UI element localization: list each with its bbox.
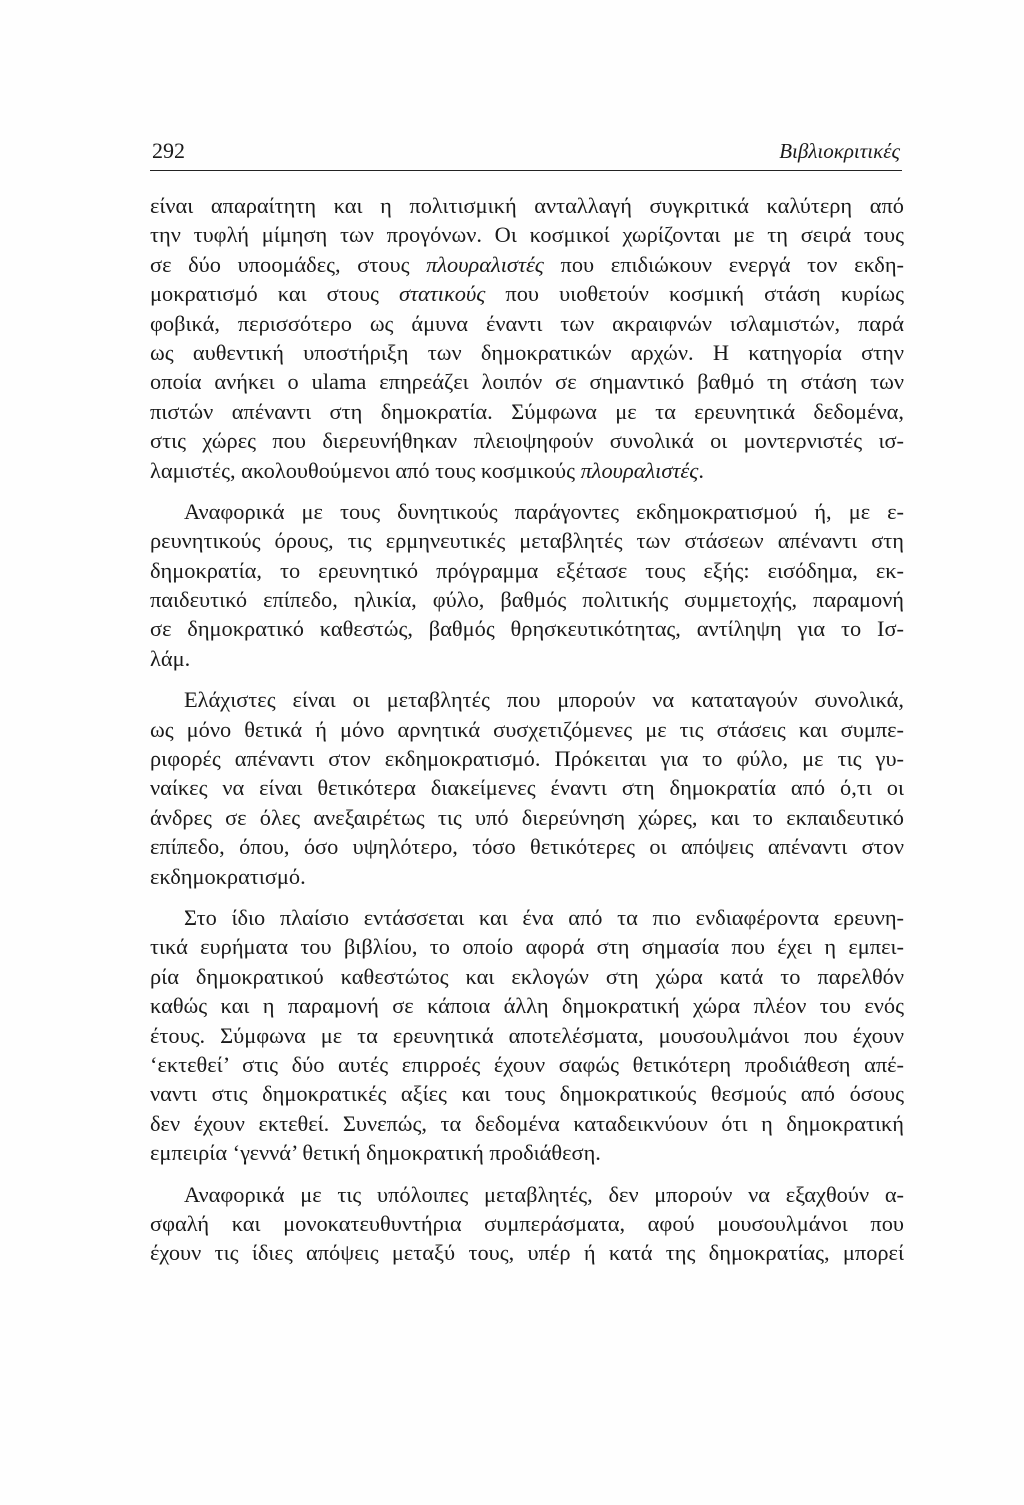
text-line: Στο ίδιο πλαίσιο εντάσσεται και ένα από τα πιο ενδιαφέροντα ερευνη-: [184, 904, 904, 930]
text-line: μοκρατισμό και στους στατικούς που υιοθετούν κοσμική στάση κυρίως: [150, 281, 904, 307]
running-head: Βιβλιοκριτικές: [779, 139, 900, 163]
text-line: Ελάχιστες είναι οι μεταβλητές που μπορούν να καταταγούν συνολικά,: [184, 687, 904, 713]
text-line: τικά ευρήματα του βιβλίου, το οποίο αφορά στη σημασία που έχει η εμπει-: [150, 934, 904, 960]
text-line: καθώς και η παραμονή σε κάποια άλλη δημοκρατική χώρα πλέον του ενός: [150, 993, 904, 1019]
text-line: σε δύο υποομάδες, στους πλουραλιστές που επιδιώκουν ενεργά τον εκδη-: [150, 251, 904, 277]
page-header: [150, 136, 902, 171]
paragraph: [150, 685, 904, 891]
text-line: Αναφορικά με τις υπόλοιπες μεταβλητές, δεν μπορούν να εξαχθούν α-: [184, 1181, 904, 1207]
paragraph: [150, 497, 904, 673]
text-line: ‘εκτεθεί’ στις δύο αυτές επιρροές έχουν σαφώς θετικότερη προδιάθεση απέ-: [150, 1051, 904, 1077]
text-line: σφαλή και μονοκατευθυντήρια συμπεράσματα, αφού μουσουλμάνοι που: [150, 1210, 904, 1236]
text-line: την τυφλή μίμηση των προγόνων. Οι κοσμικοί χωρίζονται με τη σειρά τους: [150, 222, 904, 248]
text-line: έτους. Σύμφωνα με τα ερευνητικά αποτελέσματα, μουσουλμάνοι που έχουν: [150, 1022, 904, 1048]
page-number: 292: [152, 138, 185, 163]
body-text: [150, 191, 904, 1280]
text-line: ρία δημοκρατικού καθεστώτος και εκλογών στη χώρα κατά το παρελθόν: [150, 963, 904, 989]
text-line: ρευνητικούς όρους, τις ερμηνευτικές μεταβλητές των στάσεων απέναντι στη: [150, 528, 904, 554]
paragraph: [150, 191, 904, 485]
text-line: ριφορές απέναντι στον εκδημοκρατισμό. Πρόκειται για το φύλο, με τις γυ-: [150, 746, 904, 772]
paragraph: [150, 1180, 904, 1268]
text-line: σε δημοκρατικό καθεστώς, βαθμός θρησκευτικότητας, αντίληψη για το Ισ-: [150, 616, 904, 642]
text-line: λάμ.: [150, 645, 191, 671]
text-line: Αναφορικά με τους δυνητικούς παράγοντες εκδημοκρατισμού ή, με ε-: [184, 498, 904, 524]
text-line: παιδευτικό επίπεδο, ηλικία, φύλο, βαθμός πολιτικής συμμετοχής, παραμονή: [150, 587, 904, 613]
text-line: ως μόνο θετικά ή μόνο αρνητικά συσχετιζόμενες με τις στάσεις και συμπε-: [150, 716, 904, 742]
text-line: ως αυθεντική υποστήριξη των δημοκρατικών αρχών. Η κατηγορία στην: [150, 339, 904, 365]
text-line: οποία ανήκει ο ulama επηρεάζει λοιπόν σε σημαντικό βαθμό τη στάση των: [150, 369, 904, 395]
text-line: επίπεδο, όπου, όσο υψηλότερο, τόσο θετικότερες οι απόψεις απέναντι στον: [150, 834, 904, 860]
text-line: ναντι στις δημοκρατικές αξίες και τους δημοκρατικούς θεσμούς από όσους: [150, 1081, 904, 1107]
text-line: δεν έχουν εκτεθεί. Συνεπώς, τα δεδομένα καταδεικνύουν ότι η δημοκρατική: [150, 1110, 904, 1136]
text-line: έχουν τις ίδιες απόψεις μεταξύ τους, υπέρ ή κατά της δημοκρατίας, μπορεί: [150, 1240, 904, 1266]
text-line: στις χώρες που διερευνήθηκαν πλειοψηφούν συνολικά οι μοντερνιστές ισ-: [150, 428, 904, 454]
text-line: δημοκρατία, το ερευνητικό πρόγραμμα εξέτασε τους εξής: εισόδημα, εκ-: [150, 557, 904, 583]
text-line: εκδημοκρατισμό.: [150, 863, 306, 889]
paragraph: [150, 903, 904, 1168]
text-line: εμπειρία ‘γεννά’ θετική δημοκρατική προδιάθεση.: [150, 1140, 601, 1166]
text-line: λαμιστές, ακολουθούμενοι από τους κοσμικούς πλουραλιστές.: [150, 457, 704, 483]
text-line: άνδρες σε όλες ανεξαιρέτως τις υπό διερεύνηση χώρες, και το εκπαιδευτικό: [150, 804, 904, 830]
text-line: ναίκες να είναι θετικότερα διακείμενες έναντι στη δημοκρατία από ό,τι οι: [150, 775, 904, 801]
text-line: πιστών απέναντι στη δημοκρατία. Σύμφωνα με τα ερευνητικά δεδομένα,: [150, 398, 904, 424]
text-line: είναι απαραίτητη και η πολιτισμική ανταλλαγή συγκριτικά καλύτερη από: [150, 193, 904, 218]
text-line: φοβικά, περισσότερο ως άμυνα έναντι των ακραιφνών ισλαμιστών, παρά: [150, 310, 904, 336]
